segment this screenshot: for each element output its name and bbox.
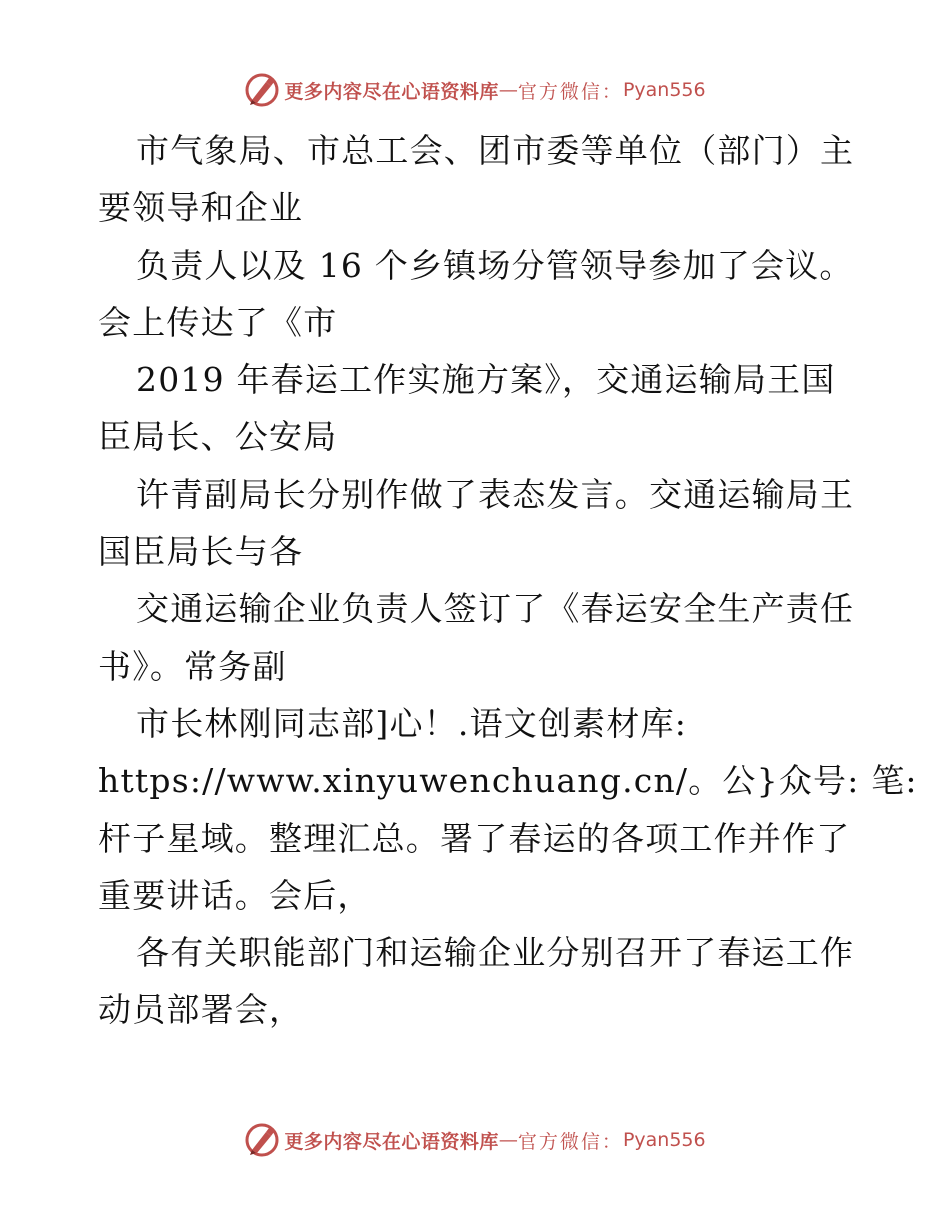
separator-dash: —: [498, 79, 518, 101]
text-line: 市气象局、市总工会、团市委等单位（部门）主: [136, 131, 855, 170]
text-line: 交通运输企业负责人签订了《春运安全生产责任: [136, 589, 855, 629]
text-line: 2019 年春运工作实施方案》，交通运输局王国: [136, 360, 836, 400]
text-line: 市长林刚同志部]心！.语文创素材库:: [136, 703, 688, 743]
text-line: 动员部署会，: [98, 990, 304, 1030]
text-line: 杆子星域。整理汇总。署了春运的各项工作并作了: [98, 818, 851, 858]
header-banner: [0, 70, 950, 110]
site-name: 更多内容尽在心语资料库: [284, 80, 499, 103]
pen-logo-icon: [244, 72, 280, 108]
pen-logo-icon: [244, 1122, 280, 1158]
text-line: 要领导和企业: [98, 188, 304, 228]
text-line: 国臣局长与各: [98, 532, 304, 572]
text-line: 书》。常务副: [98, 646, 287, 686]
text-line: 会上传达了《市: [98, 302, 338, 342]
wechat-id: Pyan556: [622, 79, 706, 101]
text-line-url: https://www.xinyuwenchuang.cn/。公}众号: 笔:: [98, 761, 918, 801]
document-body: [98, 122, 918, 1039]
text-line: 重要讲话。会后，: [98, 875, 372, 915]
text-line: 许青副局长分别作做了表态发言。交通运输局王: [136, 474, 855, 514]
footer-banner: [0, 1120, 950, 1160]
site-name: 更多内容尽在心语资料库: [284, 1130, 499, 1153]
text-line: 负责人以及 16 个乡镇场分管领导参加了会议。: [136, 245, 854, 285]
wechat-label: 官方微信：: [517, 80, 623, 103]
text-line: 臣局长、公安局: [98, 417, 338, 457]
wechat-label: 官方微信：: [517, 1130, 623, 1153]
wechat-id: Pyan556: [622, 1129, 706, 1151]
text-line: 各有关职能部门和运输企业分别召开了春运工作: [136, 933, 855, 973]
separator-dash: —: [498, 1129, 518, 1151]
